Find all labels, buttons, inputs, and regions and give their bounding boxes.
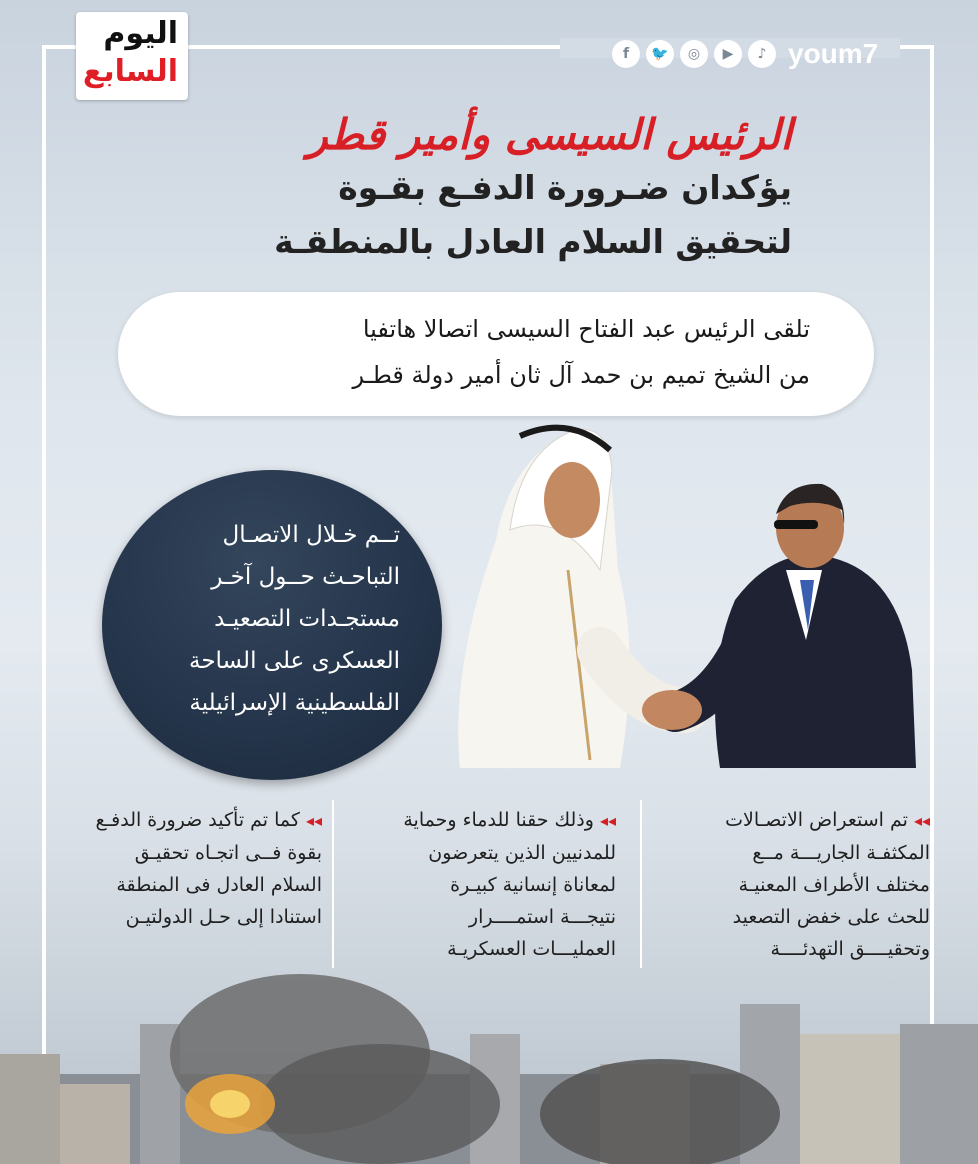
column-middle-line-3: لمعاناة إنسانية كبيـرة	[450, 874, 616, 896]
bullet-icon: ◂◂	[913, 811, 930, 830]
building	[900, 1024, 978, 1164]
column-right-line-4: للحث على خفض التصعيد	[732, 906, 930, 928]
building	[0, 1054, 60, 1164]
bullet-icon: ◂◂	[305, 811, 322, 830]
column-right	[725, 804, 930, 965]
qatar-emir-face	[544, 462, 600, 538]
facebook-icon[interactable]: f	[612, 40, 640, 68]
circle-line-2: التباحـث حــول آخـر	[211, 564, 400, 590]
circle-text	[189, 514, 400, 724]
column-right-line-2: المكثفـة الجاريـــة مــع	[752, 842, 930, 864]
info-circle	[102, 470, 442, 780]
column-left-line-3: السلام العادل فى المنطقة	[116, 874, 322, 896]
handshake-photo	[450, 420, 918, 768]
city-skyline	[0, 964, 978, 1164]
intro-box	[118, 292, 874, 416]
building	[800, 1034, 900, 1164]
column-middle-line-2: للمدنيين الذين يتعرضون	[428, 842, 616, 864]
column-divider	[332, 800, 334, 968]
headline-line-3: لتحقيق السلام العادل بالمنطقـة	[274, 222, 792, 261]
fire-core	[210, 1090, 250, 1118]
brand-name[interactable]: youm7	[788, 38, 879, 69]
intro-line-1: تلقى الرئيس عبد الفتاح السيسى اتصالا هاتفيا	[362, 315, 810, 343]
twitter-icon[interactable]: 🐦	[646, 40, 674, 68]
social-bar	[612, 38, 878, 70]
column-middle-line-1: ◂◂وذلك حقنا للدماء وحماية	[403, 809, 616, 831]
column-left-line-1: ◂◂كما تم تأكيد ضرورة الدفـع	[95, 809, 322, 831]
logo-line-2: السابع	[82, 54, 178, 89]
smoke-plume	[540, 1059, 780, 1164]
column-right-line-1: ◂◂تم استعراض الاتصـالات	[725, 809, 930, 831]
circle-line-5: الفلسطينية الإسرائيلية	[189, 690, 400, 716]
instagram-icon[interactable]: ◎	[680, 40, 708, 68]
sisi-glasses	[774, 520, 818, 529]
column-left-line-2: بقوة فــى اتجـاه تحقيـق	[134, 842, 322, 864]
column-middle-line-5: العمليـــات العسكريـة	[447, 938, 616, 960]
headline-line-1: الرئيس السيسى وأمير قطر	[307, 110, 792, 159]
tiktok-icon[interactable]: ♪	[748, 40, 776, 68]
column-divider	[640, 800, 642, 968]
youtube-icon[interactable]: ▶	[714, 40, 742, 68]
building	[60, 1084, 130, 1164]
column-left	[95, 804, 322, 933]
column-middle	[403, 804, 616, 965]
intro-text	[352, 306, 810, 398]
smoke-plume	[260, 1044, 500, 1164]
circle-line-4: العسكرى على الساحة	[188, 648, 400, 674]
bullet-icon: ◂◂	[599, 811, 616, 830]
logo[interactable]	[76, 12, 188, 100]
intro-line-2: من الشيخ تميم بن حمد آل ثان أمير دولة قطـر	[352, 361, 810, 389]
column-middle-line-4: نتيجـــة استمــــرار	[468, 906, 616, 928]
column-right-line-5: وتحقيــــق التهدئــــة	[770, 938, 930, 960]
logo-line-1: اليوم	[103, 16, 178, 51]
column-left-line-4: استنادا إلى حـل الدولتيـن	[125, 906, 322, 928]
handshake	[642, 690, 702, 730]
column-right-line-3: مختلف الأطراف المعنيـة	[738, 874, 930, 896]
circle-line-1: تــم خـلال الاتصـال	[222, 522, 400, 548]
headline-line-2: يؤكدان ضـرورة الدفـع بقـوة	[338, 168, 792, 207]
circle-line-3: مستجـدات التصعيـد	[214, 606, 400, 632]
